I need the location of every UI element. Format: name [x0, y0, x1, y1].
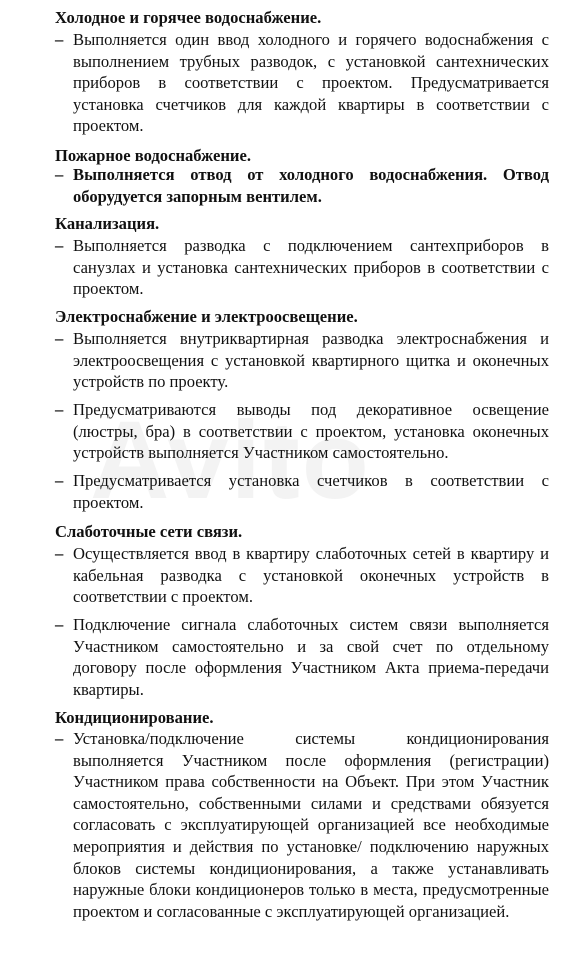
dash-bullet: – — [55, 615, 64, 634]
section-heading-electricity: Электроснабжение и электроосвещение. — [55, 307, 358, 326]
dash-bullet: – — [55, 165, 64, 184]
list-item-text: Выполняется отвод от холодного водоснабжения. Отвод оборудуется запорным вентилем. — [73, 165, 549, 206]
list-item — [55, 328, 549, 393]
dash-bullet: – — [55, 30, 64, 49]
dash-bullet: – — [55, 544, 64, 563]
list-item — [55, 399, 549, 464]
list-item-text: Осуществляется ввод в квартиру слаботочных сетей в квартиру и кабельная разводка с установкой оконечных устройств в соответствии с проектом. — [73, 544, 549, 607]
section-heading-air-conditioning: Кондиционирование. — [55, 708, 214, 727]
section-heading-fire-water-supply: Пожарное водоснабжение. — [55, 146, 251, 165]
list-item-text: Выполняется разводка с подключением сантехприборов в санузлах и установка сантехнических приборов в соответствии с проектом. — [73, 236, 549, 299]
list-item-text: Предусматриваются выводы под декоративное освещение (люстры, бра) в соответствии с проектом, установка оконечных устройств выполняется Участником самостоятельно. — [73, 400, 549, 463]
dash-bullet: – — [55, 236, 64, 255]
list-item — [55, 29, 549, 137]
list-item — [55, 543, 549, 608]
list-item-text: Установка/подключение системы кондиционирования выполняется Участником после оформления (регистрации) Участником права собственности на Объект. При этом Участник самостоятельно, собственными силами и средствами обязуется согласовать с эксплуатирующей организацией все необходимые мероприятия и действия по установке/ подключению наружных блоков системы кондиционирования, а также устанавливать наружные блоки кондиционеров только в места, предусмотренные проектом и согласованные с эксплуатирующей организацией. — [73, 729, 549, 921]
list-item — [55, 728, 549, 922]
list-item-text: Выполняется один ввод холодного и горячего водоснабжения с выполнением трубных разводок, с установкой сантехнических приборов в соответствии с проектом. Предусматривается установка счетчиков для каждой квартиры в соответствии с проектом. — [73, 30, 549, 136]
list-item — [55, 614, 549, 700]
section-heading-sewerage: Канализация. — [55, 214, 160, 233]
list-item — [55, 470, 549, 513]
list-item — [55, 164, 549, 207]
list-item-text: Подключение сигнала слаботочных систем связи выполняется Участником самостоятельно и за свой счет по отдельному договору после оформления Участником Акта приема-передачи квартиры. — [73, 615, 549, 699]
list-item-text: Предусматривается установка счетчиков в соответствии с проектом. — [73, 471, 549, 512]
list-item-text: Выполняется внутриквартирная разводка электроснабжения и электроосвещения с установкой квартирного щитка и оконечных устройств по проекту. — [73, 329, 549, 392]
section-heading-water-supply: Холодное и горячее водоснабжение. — [55, 8, 322, 27]
dash-bullet: – — [55, 400, 64, 419]
dash-bullet: – — [55, 729, 64, 748]
dash-bullet: – — [55, 471, 64, 490]
section-heading-low-voltage: Слаботочные сети связи. — [55, 522, 243, 541]
dash-bullet: – — [55, 329, 64, 348]
list-item — [55, 235, 549, 300]
